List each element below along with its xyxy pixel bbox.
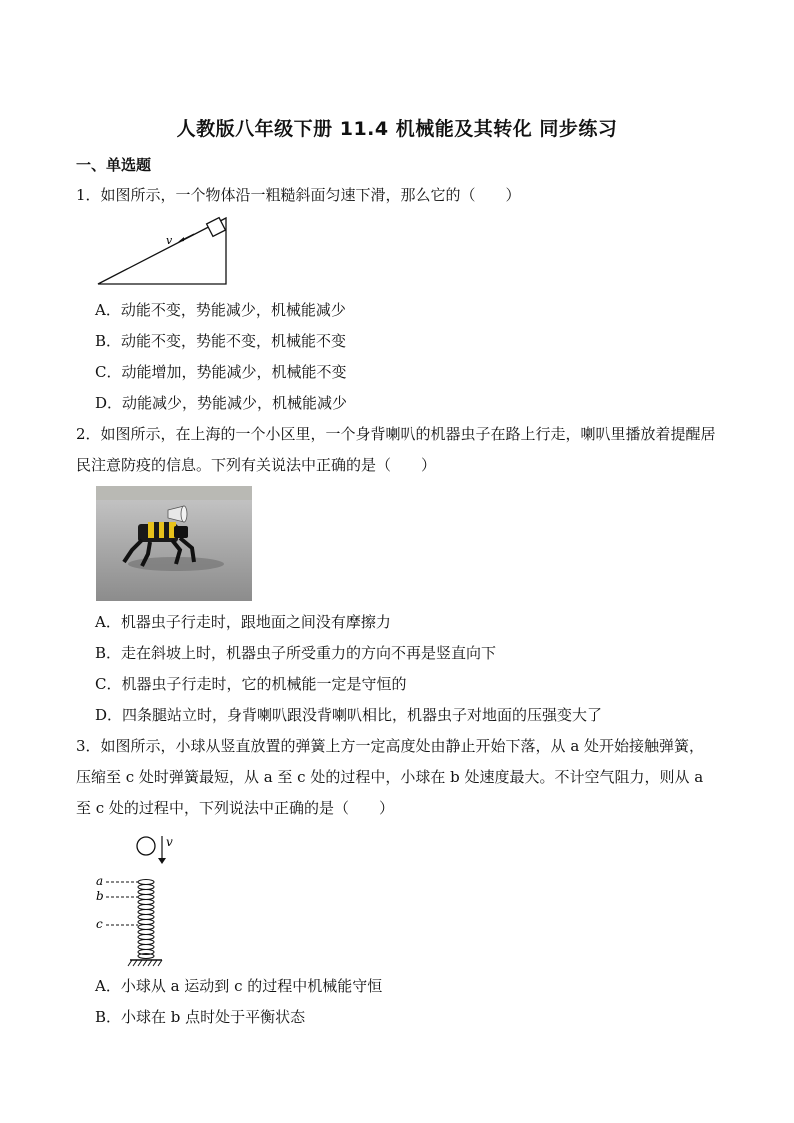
- q2-option-a[interactable]: A．机器虫子行走时，跟地面之间没有摩擦力: [95, 613, 391, 631]
- point-b-label: b: [96, 889, 104, 903]
- velocity-label: v: [166, 234, 173, 247]
- page-title: 人教版八年级下册 11.4 机械能及其转化 同步练习: [176, 118, 618, 140]
- question-3-stem: 3．如图所示，小球从竖直放置的弹簧上方一定高度处由静止开始下落，从 a 处开始接触弹簧，压缩至 c 处时弹簧最短，从 a 至 c 处的过程中，小球在 b 处速度最大。不计空气阻力，则从 a 至 c 处的过程中，下列说法中正确的是（ ）: [76, 737, 705, 817]
- velocity-label: v: [166, 835, 173, 849]
- point-c-label: c: [96, 917, 103, 931]
- q1-option-b[interactable]: B．动能不变，势能不变，机械能不变: [95, 332, 347, 350]
- q3-option-b[interactable]: B．小球在 b 点时处于平衡状态: [95, 1008, 306, 1026]
- section-heading: 一、单选题: [76, 156, 152, 174]
- incline-figure: [96, 216, 231, 288]
- q3-option-a[interactable]: A．小球从 a 运动到 c 的过程中机械能守恒: [95, 977, 383, 995]
- q2-option-c[interactable]: C．机器虫子行走时，它的机械能一定是守恒的: [95, 675, 407, 693]
- question-1-stem: 1．如图所示，一个物体沿一粗糙斜面匀速下滑，那么它的（ ）: [76, 186, 521, 204]
- question-2-stem: 2．如图所示，在上海的一个小区里，一个身背喇叭的机器虫子在路上行走，喇叭里播放着提醒居民注意防疫的信息。下列有关说法中正确的是（ ）: [76, 425, 716, 474]
- point-a-label: a: [96, 874, 104, 888]
- q2-option-b[interactable]: B．走在斜坡上时，机器虫子所受重力的方向不再是竖直向下: [95, 644, 497, 662]
- robot-dog-photo: [96, 486, 252, 601]
- spring-ball-figure: [94, 830, 194, 970]
- q1-option-c[interactable]: C．动能增加，势能减少，机械能不变: [95, 363, 347, 381]
- q1-option-d[interactable]: D．动能减少，势能减少，机械能减少: [95, 394, 348, 412]
- q1-option-a[interactable]: A．动能不变，势能减少，机械能减少: [95, 301, 346, 319]
- q2-option-d[interactable]: D．四条腿站立时，身背喇叭跟没背喇叭相比，机器虫子对地面的压强变大了: [95, 706, 603, 724]
